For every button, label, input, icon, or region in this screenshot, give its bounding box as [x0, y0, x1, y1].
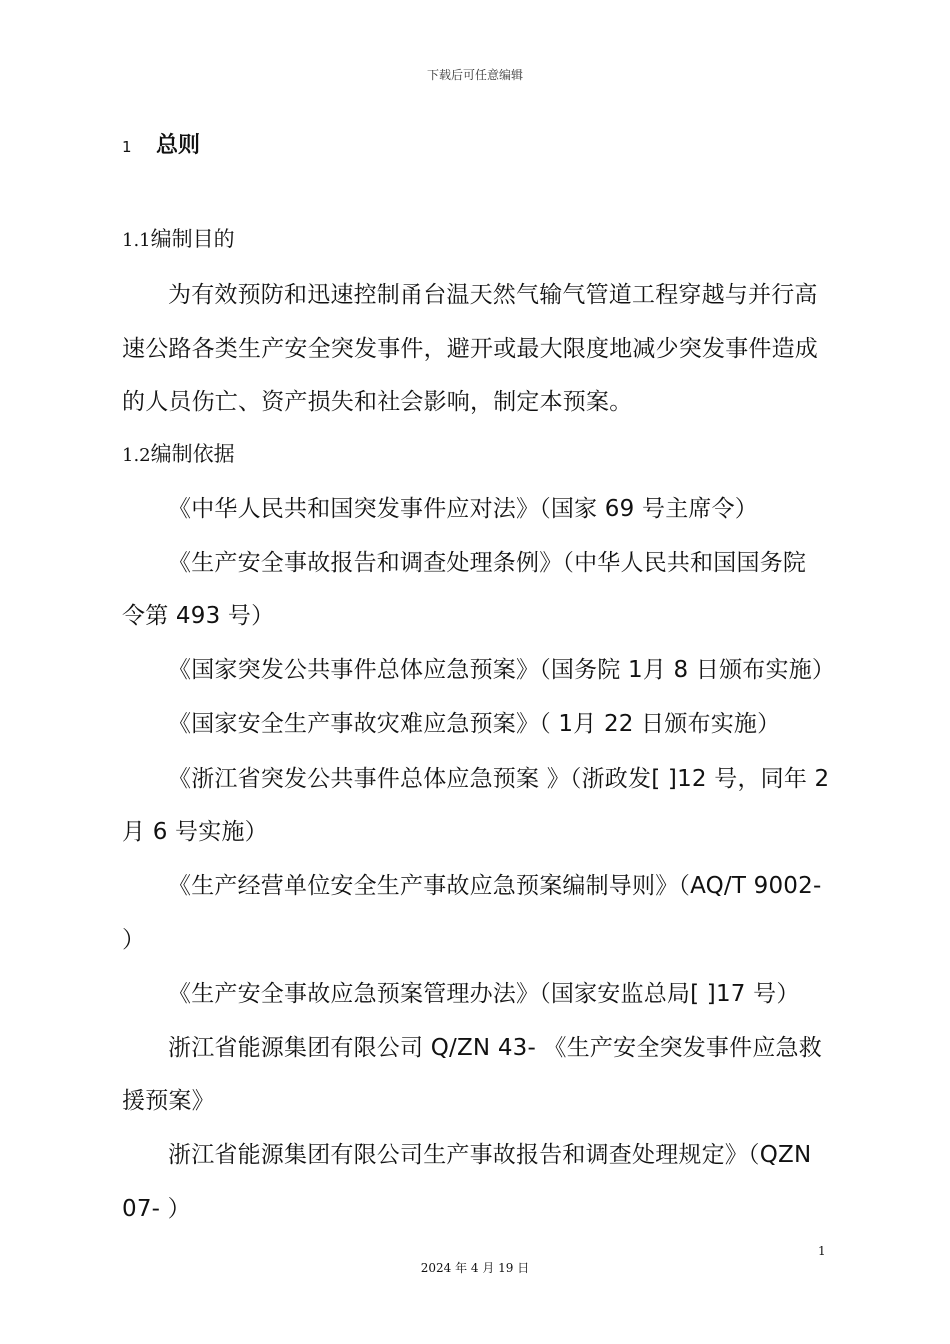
section-title: 编制依据 [150, 442, 235, 466]
section-number: 1.1 [122, 230, 151, 251]
page-footer-date: 2024 年 4 月 19 日 [420, 1261, 530, 1275]
basis-line: 《生产安全事故应急预案管理办法》（国家安监总局[ ]17 号） [168, 981, 800, 1007]
basis-line: 援预案》 [122, 1088, 215, 1114]
paragraph-line: 速公路各类生产安全突发事件，避开或最大限度地减少突发事件造成 [122, 336, 818, 362]
chapter-number: 1 [122, 138, 132, 156]
basis-line: 《中华人民共和国突发事件应对法》（国家 69 号主席令） [168, 496, 758, 522]
basis-line: 《生产安全事故报告和调查处理条例》（中华人民共和国国务院 [168, 550, 807, 576]
chapter-title: 总则 [156, 133, 201, 158]
paragraph-line: 为有效预防和迅速控制甬台温天然气输气管道工程穿越与并行高 [168, 282, 818, 308]
section-heading-1-1 [122, 223, 235, 253]
page-number: 1 [818, 1244, 826, 1258]
basis-line: 令第 493 号） [122, 603, 275, 629]
section-title: 编制目的 [150, 227, 235, 251]
chapter-heading [122, 128, 200, 159]
basis-line: 《浙江省突发公共事件总体应急预案 》（浙政发[ ]12 号，同年 2 [168, 766, 830, 792]
section-heading-1-2 [122, 438, 235, 468]
basis-line: 07- ） [122, 1196, 191, 1222]
basis-line: 月 6 号实施） [122, 819, 268, 845]
section-number: 1.2 [122, 445, 151, 466]
basis-line: 《国家突发公共事件总体应急预案》（国务院 1月 8 日颁布实施） [168, 657, 836, 683]
basis-line: 浙江省能源集团有限公司生产事故报告和调查处理规定》（QZN [168, 1142, 812, 1168]
basis-line: 《国家安全生产事故灾难应急预案》（ 1月 22 日颁布实施） [168, 711, 781, 737]
basis-line: 《生产经营单位安全生产事故应急预案编制导则》（AQ/T 9002- [168, 873, 822, 899]
page-header: 下载后可任意编辑 [426, 68, 523, 82]
basis-line: 浙江省能源集团有限公司 Q/ZN 43- 《生产安全突发事件应急救 [168, 1035, 822, 1061]
paragraph-line: 的人员伤亡、资产损失和社会影响，制定本预案。 [122, 389, 633, 415]
basis-line: ） [122, 927, 146, 953]
